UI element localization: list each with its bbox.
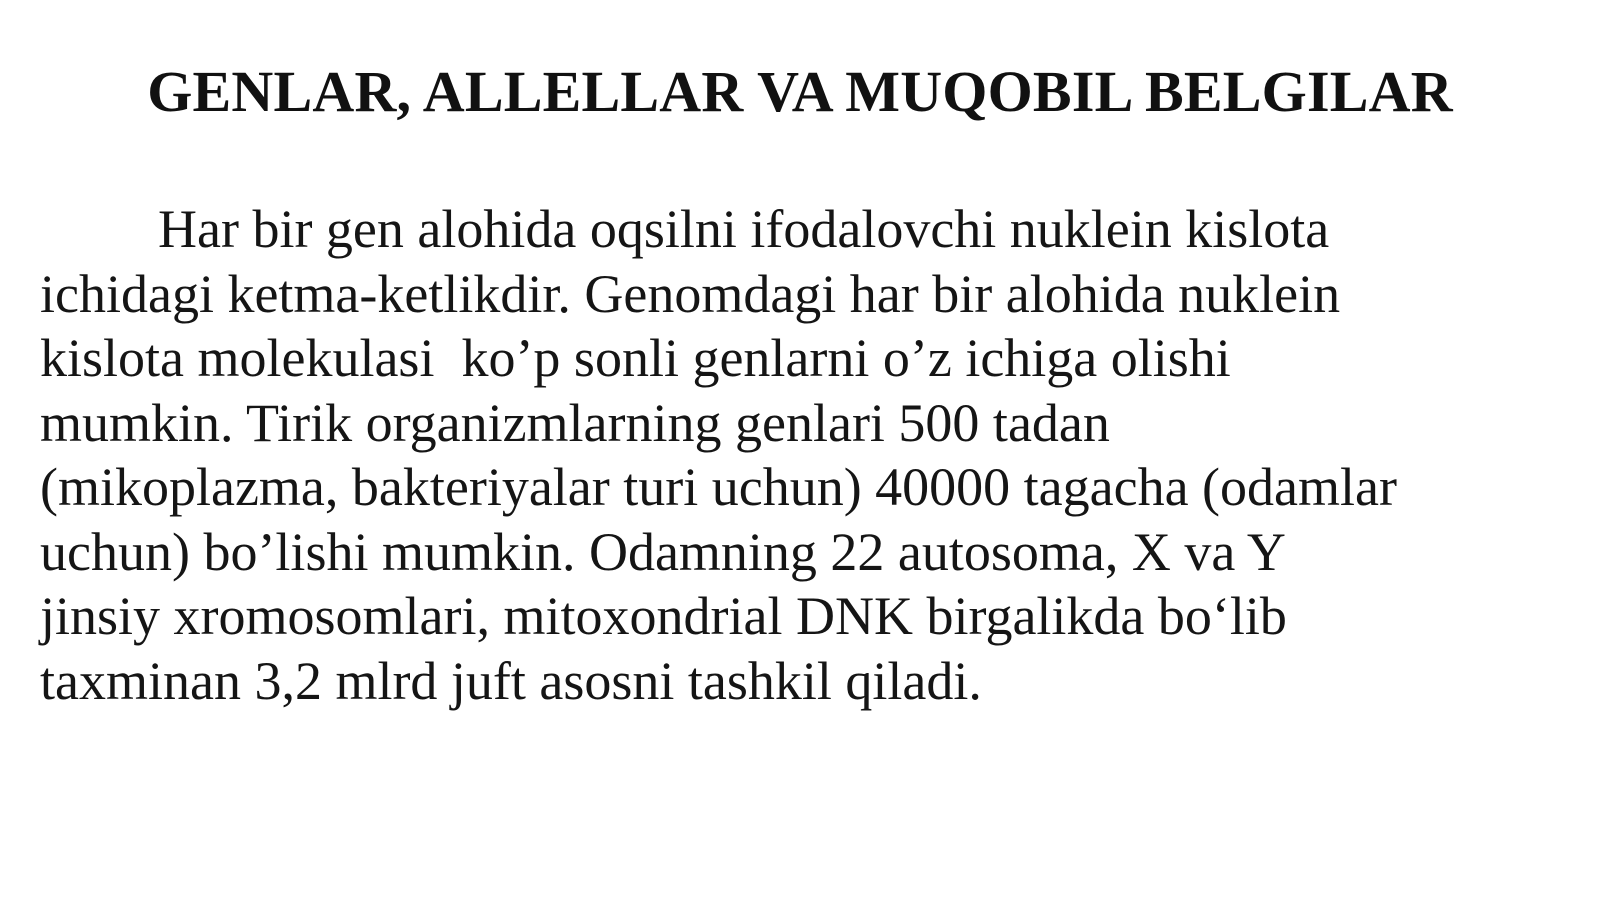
body-line-8: taxminan 3,2 mlrd juft asosni tashkil qiladi. <box>40 650 982 711</box>
body-line-3: kislota molekulasi ko’p sonli genlarni o’z ichiga olishi <box>40 328 1231 388</box>
body-line-4: mumkin. Tirik organizmlarning genlari 500 tadan <box>40 392 1110 453</box>
body-line-2: ichidagi ketma-ketlikdir. Genomdagi har bir alohida nuklein <box>40 263 1341 324</box>
body-line-7: jinsiy xromosomlari, mitoxondrial DNK birgalikda bo‘lib <box>40 586 1287 646</box>
body-line-6: uchun) bo’lishi mumkin. Odamning 22 autosoma, X va Y <box>40 521 1286 582</box>
slide-title: GENLAR, ALLELLAR VA MUQOBIL BELGILAR <box>147 59 1453 124</box>
body-line-1: Har bir gen alohida oqsilni ifodalovchi nuklein kislota <box>158 199 1330 259</box>
body-line-5: (mikoplazma, bakteriyalar turi uchun) 40000 tagacha (odamlar <box>40 457 1397 517</box>
slide-body-paragraph <box>40 197 1570 713</box>
